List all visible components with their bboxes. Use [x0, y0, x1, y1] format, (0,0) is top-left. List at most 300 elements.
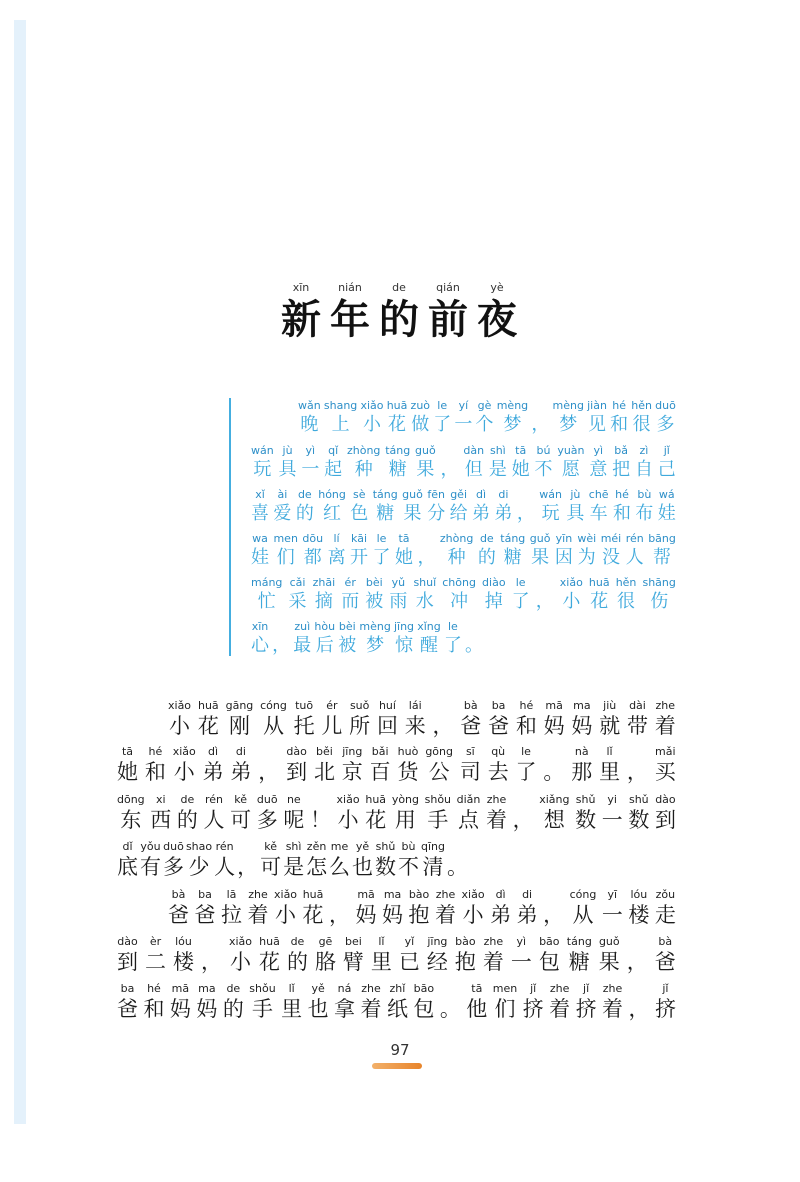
hanzi: ， — [628, 997, 650, 1021]
hanzi: 妈 — [382, 903, 404, 927]
ruby-char — [318, 489, 346, 523]
ruby-char — [476, 400, 494, 434]
hanzi: 意 — [589, 459, 608, 480]
hanzi: 果 — [598, 950, 620, 974]
pinyin: zhòng — [439, 532, 474, 545]
hanzi: 的 — [176, 808, 198, 832]
hanzi: 数 — [375, 855, 397, 879]
ruby-char — [560, 577, 583, 611]
pinyin: de — [479, 532, 494, 545]
hanzi: 人 — [203, 808, 225, 832]
ruby-char — [168, 889, 189, 926]
hanzi: 糖 — [376, 503, 395, 524]
punctuation — [258, 746, 279, 783]
pinyin: shǔ — [628, 793, 649, 806]
pinyin: ma — [573, 699, 591, 712]
hanzi: 托 — [293, 714, 315, 738]
ruby-char — [589, 489, 609, 523]
ruby-char — [642, 577, 675, 611]
ruby-char — [575, 794, 596, 831]
hanzi: 儿 — [321, 714, 343, 738]
pinyin: bāo — [413, 982, 435, 995]
pinyin: xǐng — [417, 620, 441, 633]
pinyin: yě — [311, 982, 325, 995]
pinyin: de — [226, 982, 241, 995]
ruby-char — [516, 746, 537, 783]
ruby-char — [301, 445, 319, 479]
pinyin: huā — [197, 699, 219, 712]
pinyin: huā — [259, 935, 280, 948]
ruby-char — [249, 983, 275, 1020]
hanzi: 就 — [599, 714, 621, 738]
pinyin: huā — [302, 888, 324, 901]
hanzi: 没 — [601, 547, 620, 568]
hanzi: 小 — [562, 591, 581, 612]
hanzi: 醒 — [419, 635, 438, 656]
hanzi: 可 — [260, 855, 282, 879]
hanzi: 。 — [465, 635, 483, 656]
hanzi: 少 — [188, 855, 210, 879]
page-edge-strip — [14, 20, 26, 1124]
hanzi: 已 — [398, 950, 420, 974]
hanzi: 那 — [571, 760, 593, 784]
pinyin: sè — [353, 488, 366, 501]
punctuation — [627, 746, 648, 783]
pinyin: fēn — [427, 488, 446, 501]
pinyin: le — [437, 399, 448, 412]
pinyin: jiù — [603, 699, 617, 712]
ruby-char — [477, 281, 517, 343]
hanzi: 包 — [413, 997, 435, 1021]
pinyin: le — [521, 745, 531, 758]
punctuation — [628, 983, 649, 1020]
ruby-char — [251, 533, 269, 567]
ruby-char — [337, 794, 360, 831]
pinyin: suǒ — [349, 699, 370, 712]
hanzi: 百 — [369, 760, 391, 784]
pinyin: mā — [171, 982, 190, 995]
hanzi: 到 — [654, 808, 676, 832]
pinyin: xiǎng — [539, 793, 570, 806]
punctuation — [513, 794, 534, 831]
ruby-char — [259, 936, 280, 973]
pinyin: guǒ — [529, 532, 551, 545]
hanzi: 人 — [214, 855, 236, 879]
ruby-char — [352, 841, 373, 878]
pinyin: hé — [147, 982, 161, 995]
pinyin: zhòng — [346, 444, 381, 457]
ruby-char — [602, 889, 623, 926]
ruby-char — [570, 889, 597, 926]
ruby-char — [567, 936, 592, 973]
ruby-char — [511, 936, 532, 973]
punctuation — [465, 621, 483, 655]
pinyin: hé — [615, 488, 629, 501]
pinyin: gěi — [450, 488, 468, 501]
hanzi: 果 — [416, 459, 435, 480]
pinyin: lóu — [175, 935, 192, 948]
hanzi: 花 — [388, 414, 407, 435]
hanzi: 的 — [286, 950, 308, 974]
hanzi: 抱 — [454, 950, 476, 974]
ruby-char — [460, 700, 481, 737]
hanzi: 京 — [341, 760, 363, 784]
hanzi: 带 — [626, 714, 648, 738]
ruby-char — [287, 936, 308, 973]
hanzi: 挤 — [522, 997, 544, 1021]
hanzi: 红 — [323, 503, 342, 524]
pinyin: ba — [120, 982, 135, 995]
ruby-char — [273, 489, 291, 523]
ruby-char — [347, 445, 380, 479]
hanzi: 自 — [634, 459, 653, 480]
pinyin: kě — [264, 840, 277, 853]
pinyin: ma — [198, 982, 216, 995]
hanzi: 买 — [654, 760, 676, 784]
text-line — [117, 841, 468, 878]
ruby-char — [117, 936, 138, 973]
hanzi: 忙 — [257, 591, 276, 612]
pinyin: táng — [372, 488, 398, 501]
hanzi: 拉 — [221, 903, 242, 927]
pinyin: zuò — [410, 399, 431, 412]
ruby-char — [482, 577, 506, 611]
punctuation — [440, 983, 461, 1020]
pinyin: yǐ — [404, 935, 415, 948]
pinyin: dài — [629, 699, 646, 712]
pinyin: duō — [163, 840, 184, 853]
ruby-char — [544, 700, 565, 737]
punctuation — [201, 936, 222, 973]
pinyin: guǒ — [415, 444, 436, 457]
pinyin: ne — [286, 793, 301, 806]
hanzi: 挤 — [575, 997, 597, 1021]
ruby-char — [251, 489, 269, 523]
ruby-char — [442, 577, 476, 611]
hanzi: 分 — [427, 503, 446, 524]
pinyin: kāi — [350, 532, 368, 545]
ruby-char — [405, 700, 426, 737]
hanzi: ， — [531, 414, 550, 435]
ruby-char — [497, 400, 528, 434]
page-number-underline — [372, 1063, 422, 1069]
punctuation — [447, 841, 468, 878]
hanzi: 不 — [398, 855, 419, 879]
pinyin: shuǐ — [413, 576, 437, 589]
ruby-char — [455, 936, 476, 973]
pinyin: bù — [637, 488, 652, 501]
pinyin: jīng — [342, 745, 363, 758]
pinyin: zěn — [306, 840, 327, 853]
hanzi: 数 — [575, 808, 597, 832]
hanzi: 着 — [486, 808, 508, 832]
pinyin: bǎ — [614, 444, 628, 457]
ruby-char — [460, 746, 481, 783]
hanzi: 最 — [293, 635, 312, 656]
pinyin: èr — [149, 935, 162, 948]
hanzi: 妈 — [355, 903, 377, 927]
pinyin: rén — [625, 532, 644, 545]
ruby-char — [483, 936, 504, 973]
ruby-char — [413, 577, 436, 611]
pinyin: jù — [570, 488, 581, 501]
hanzi: 着 — [654, 714, 676, 738]
ruby-char — [163, 841, 184, 878]
hanzi: 拿 — [334, 997, 356, 1021]
pinyin: bú — [536, 444, 551, 457]
hanzi: 爸 — [168, 903, 189, 927]
hanzi: 们 — [276, 547, 295, 568]
pinyin: de — [392, 281, 406, 294]
hanzi: 弟 — [230, 760, 252, 784]
hanzi: 着 — [435, 903, 457, 927]
pinyin: shāng — [642, 576, 676, 589]
ruby-char — [248, 889, 269, 926]
hanzi: 人 — [625, 547, 644, 568]
hanzi: 也 — [352, 855, 374, 879]
hanzi: 西 — [150, 808, 172, 832]
pinyin: cǎi — [289, 576, 306, 589]
hanzi: 个 — [475, 414, 494, 435]
hanzi: 花 — [365, 808, 387, 832]
hanzi: 。 — [439, 997, 461, 1021]
hanzi: 夜 — [477, 297, 517, 343]
hanzi: 开 — [350, 547, 369, 568]
ruby-char — [472, 489, 490, 523]
pinyin: mǎi — [654, 745, 676, 758]
hanzi: 着 — [549, 997, 571, 1021]
ruby-char — [313, 577, 336, 611]
hanzi: 种 — [354, 459, 373, 480]
ruby-char — [370, 746, 391, 783]
pinyin: shì — [489, 444, 506, 457]
ruby-char — [230, 746, 251, 783]
ruby-char — [385, 445, 410, 479]
pinyin: yī — [607, 888, 618, 901]
ruby-char — [324, 400, 357, 434]
hanzi: 果 — [531, 547, 550, 568]
pinyin: táng — [566, 935, 592, 948]
hanzi: 心 — [251, 635, 269, 656]
intro-line — [251, 445, 676, 479]
ruby-char — [658, 445, 676, 479]
pinyin: zuì — [294, 620, 311, 633]
ruby-char — [549, 983, 570, 1020]
pinyin: shang — [323, 399, 358, 412]
ruby-char — [425, 746, 453, 783]
ruby-char — [512, 577, 530, 611]
pinyin: zhe — [361, 982, 381, 995]
hanzi: 。 — [543, 760, 565, 784]
text-line — [168, 889, 676, 926]
hanzi: 晚 — [300, 414, 319, 435]
pinyin: dōng — [117, 793, 145, 806]
pinyin: ér — [326, 699, 338, 712]
pinyin: zhe — [602, 982, 623, 995]
pinyin: zǒu — [655, 888, 676, 901]
hanzi: 有 — [139, 855, 161, 879]
hanzi: 用 — [394, 808, 416, 832]
ruby-char — [427, 489, 445, 523]
hanzi: 司 — [459, 760, 481, 784]
ruby-char — [535, 445, 553, 479]
ruby-char — [512, 445, 530, 479]
hanzi: 爱 — [273, 503, 292, 524]
ruby-char — [321, 700, 342, 737]
ruby-char — [655, 794, 676, 831]
ruby-char — [655, 983, 676, 1020]
hanzi: 她 — [511, 459, 530, 480]
hanzi: 离 — [327, 547, 346, 568]
pinyin: méi — [600, 532, 622, 545]
ruby-char — [173, 746, 196, 783]
hanzi: 公 — [428, 760, 450, 784]
hanzi: 点 — [458, 808, 480, 832]
hanzi: 伤 — [650, 591, 669, 612]
hanzi: 数 — [628, 808, 650, 832]
hanzi: 掉 — [484, 591, 503, 612]
ruby-char — [587, 400, 607, 434]
pinyin: bāng — [648, 532, 676, 545]
ruby-char — [382, 889, 403, 926]
ruby-char — [283, 841, 304, 878]
ruby-char — [421, 841, 445, 878]
pinyin: tā — [515, 444, 527, 457]
hanzi: 着 — [482, 950, 504, 974]
hanzi: 的 — [477, 547, 496, 568]
pinyin: gē — [318, 935, 333, 948]
pinyin: dì — [208, 745, 219, 758]
text-line — [117, 794, 676, 831]
ruby-char — [493, 983, 517, 1020]
ruby-char — [283, 794, 304, 831]
ruby-char — [289, 577, 307, 611]
ruby-char — [516, 700, 537, 737]
ruby-char — [417, 621, 441, 655]
hanzi: 。 — [446, 855, 468, 879]
ruby-char — [613, 489, 631, 523]
hanzi: 糖 — [388, 459, 407, 480]
hanzi: 里 — [370, 950, 392, 974]
pinyin: zhe — [549, 982, 570, 995]
hanzi: 来 — [404, 714, 426, 738]
hanzi: 清 — [422, 855, 444, 879]
text-line — [117, 936, 676, 973]
pinyin: hé — [519, 699, 534, 712]
pinyin: sī — [465, 745, 475, 758]
pinyin: xīn — [251, 620, 269, 633]
pinyin: nián — [338, 281, 362, 294]
pinyin: mā — [357, 888, 375, 901]
pinyin: cóng — [260, 699, 287, 712]
hanzi: 所 — [349, 714, 371, 738]
pinyin: xiǎo — [274, 888, 298, 901]
ruby-char — [306, 841, 327, 878]
ruby-char — [435, 889, 456, 926]
hanzi: 妈 — [169, 997, 191, 1021]
ruby-char — [616, 577, 637, 611]
pinyin: shǔ — [575, 793, 596, 806]
pinyin: qǐ — [328, 444, 339, 457]
pinyin: di — [235, 745, 246, 758]
pinyin: wǎn — [298, 399, 321, 412]
hanzi: 新 — [281, 297, 321, 343]
ruby-char — [450, 489, 468, 523]
pinyin: dàn — [463, 444, 485, 457]
ruby-char — [198, 700, 219, 737]
pinyin: dào — [286, 745, 307, 758]
hanzi: 里 — [599, 760, 621, 784]
ruby-char — [170, 983, 191, 1020]
hanzi: 很 — [617, 591, 636, 612]
hanzi: 给 — [449, 503, 468, 524]
ruby-char — [375, 841, 396, 878]
hanzi: 布 — [635, 503, 654, 524]
ruby-char — [350, 533, 368, 567]
pinyin: yǔ — [391, 576, 406, 589]
hanzi: 一 — [510, 950, 532, 974]
hanzi: 他 — [466, 997, 488, 1021]
hanzi: 为 — [577, 547, 596, 568]
intro-quote-bar — [229, 398, 231, 656]
ruby-char — [359, 621, 390, 655]
ruby-char — [655, 746, 676, 783]
pinyin: táng — [500, 532, 526, 545]
ruby-char — [553, 400, 584, 434]
hanzi: 糖 — [503, 547, 522, 568]
hanzi: 了 — [511, 591, 530, 612]
ruby-char — [494, 489, 512, 523]
pinyin: dì — [475, 488, 487, 501]
hanzi: 帮 — [653, 547, 672, 568]
pinyin: táng — [385, 444, 411, 457]
ruby-char — [444, 621, 462, 655]
hanzi: 多 — [162, 855, 184, 879]
pinyin: ná — [337, 982, 352, 995]
pinyin: yǒu — [140, 840, 161, 853]
hanzi: 喜 — [251, 503, 269, 524]
hanzi: 车 — [589, 503, 608, 524]
pinyin: de — [297, 488, 312, 501]
ruby-char — [342, 746, 363, 783]
pinyin: tā — [471, 982, 483, 995]
ruby-char — [402, 489, 423, 523]
pinyin: jǐ — [530, 982, 537, 995]
pinyin: jīng — [427, 935, 448, 948]
pinyin: lǐ — [606, 745, 613, 758]
pinyin: gè — [477, 399, 492, 412]
ruby-char — [628, 794, 649, 831]
ruby-char — [627, 700, 648, 737]
hanzi: 包 — [538, 950, 560, 974]
hanzi: 底 — [117, 855, 138, 879]
pinyin: shǔ — [375, 840, 396, 853]
pinyin: xiǎo — [360, 399, 384, 412]
ruby-char — [145, 746, 166, 783]
pinyin: bào — [455, 935, 476, 948]
hanzi: 爸 — [488, 714, 510, 738]
ruby-char — [599, 746, 620, 783]
hanzi: 么 — [329, 855, 351, 879]
ruby-char — [655, 936, 676, 973]
pinyin: huā — [365, 793, 387, 806]
ruby-char — [523, 983, 544, 1020]
ruby-char — [328, 533, 346, 567]
punctuation — [531, 400, 549, 434]
hanzi: 走 — [654, 903, 676, 927]
hanzi: ， — [626, 950, 648, 974]
ruby-char — [279, 445, 297, 479]
